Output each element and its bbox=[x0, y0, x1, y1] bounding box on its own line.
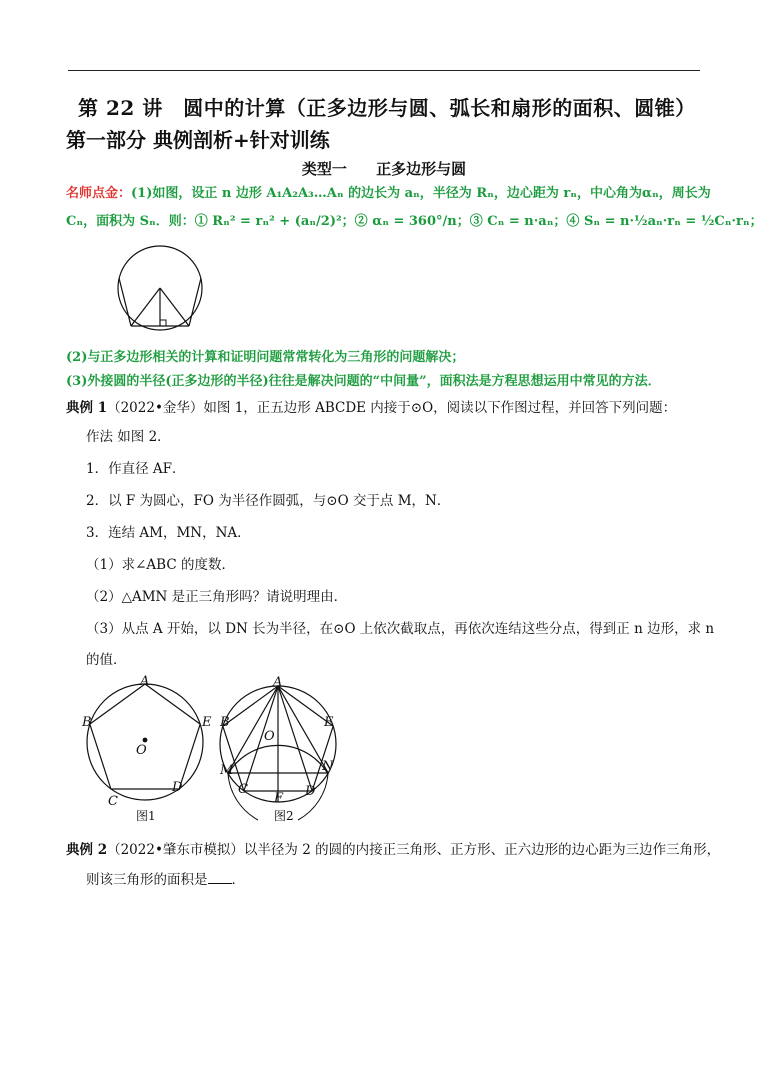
example-1-question-3: （3）从点 A 开始，以 DN 长为半径，在⊙O 上依次截取点，再依次连结这些分点，得到正 n 边形，求 n bbox=[86, 621, 715, 637]
fig2-label-m: M bbox=[220, 763, 234, 778]
figure-2-construction bbox=[218, 670, 348, 824]
tip-label: 名师点金： bbox=[66, 186, 132, 201]
example-1-line-3: 2．以 F 为圆心，FO 为半径作圆弧，与⊙O 交于点 M，N． bbox=[86, 493, 451, 509]
fig2-label-n: N bbox=[322, 759, 334, 774]
example-2-text-1: （2022•肇东市模拟）以半径为 2 的圆的内接正三角形、正方形、正六边形的边心距为三边作三角形， bbox=[107, 842, 721, 858]
fig2-label-o: O bbox=[264, 729, 275, 744]
fig2-label-f: F bbox=[274, 791, 284, 806]
tip-line-2: Cₙ，面积为 Sₙ．则：① Rₙ² = rₙ² + (aₙ/2)²；② αₙ = 360°/n；③ Cₙ = n·aₙ；④ Sₙ = n·½aₙ·rₙ = ½Cₙ·rₙ； bbox=[66, 214, 763, 229]
fig2-label-d: D bbox=[305, 784, 316, 799]
type-heading-label: 类型一 bbox=[301, 160, 347, 178]
type-heading-name: 正多边形与圆 bbox=[376, 160, 467, 178]
example-1-heading bbox=[66, 396, 676, 416]
answer-blank bbox=[208, 871, 232, 884]
page-title: 第 22 讲 圆中的计算（正多边形与圆、弧长和扇形的面积、圆锥） bbox=[78, 96, 696, 120]
tip-line-3: (2)与正多边形相关的计算和证明问题常常转化为三角形的问题解决； bbox=[66, 350, 465, 365]
figure-1-caption: 图1 bbox=[136, 809, 156, 823]
example-1-label: 典例 1 bbox=[66, 400, 108, 416]
example-1-question-3-cont: 的值． bbox=[86, 652, 127, 668]
example-1-question-2: （2）△AMN 是正三角形吗？请说明理由． bbox=[86, 589, 348, 605]
fig1-label-c: C bbox=[108, 794, 118, 809]
example-1-question-1: （1）求∠ABC 的度数． bbox=[86, 557, 235, 573]
example-1-line-2: 1．作直径 AF． bbox=[86, 461, 186, 477]
example-1-text: （2022•金华）如图 1，正五边形 ABCDE 内接于⊙O，阅读以下作图过程，并回答下列问题： bbox=[107, 400, 677, 416]
figure-1-pentagon bbox=[80, 674, 210, 822]
fig2-label-c: C bbox=[238, 782, 248, 797]
fig1-label-a: A bbox=[140, 674, 150, 689]
example-2-text-2: 则该三角形的面积是 bbox=[86, 872, 208, 888]
section-title: 第一部分 典例剖析+针对训练 bbox=[66, 128, 330, 152]
fig1-label-e: E bbox=[202, 715, 212, 730]
fig1-label-b: B bbox=[82, 715, 92, 730]
example-1-line-1: 作法 如图 2． bbox=[86, 429, 171, 445]
header-rule bbox=[68, 70, 700, 71]
example-2-label: 典例 2 bbox=[66, 842, 108, 858]
fig1-label-d: D bbox=[172, 780, 183, 795]
example-2-text-end: ． bbox=[231, 872, 245, 888]
example-2-line-2 bbox=[86, 868, 245, 888]
fig2-label-b: B bbox=[220, 715, 230, 730]
figure-2-caption: 图2 bbox=[274, 809, 294, 823]
tip-line-4: (3)外接圆的半径(正多边形的半径)往往是解决问题的“中间量”，面积法是方程思想运用中常见的方法． bbox=[66, 374, 661, 389]
type-heading bbox=[0, 158, 768, 179]
fig2-label-e: E bbox=[324, 715, 334, 730]
tip-line-1 bbox=[66, 182, 711, 201]
fig1-label-o: O bbox=[136, 743, 147, 758]
example-1-line-4: 3．连结 AM，MN，NA． bbox=[86, 525, 251, 541]
fig2-label-a: A bbox=[273, 675, 283, 690]
example-2-line-1 bbox=[66, 838, 720, 858]
polygon-apothem-figure bbox=[110, 244, 214, 334]
tip-text-1: (1)如图，设正 n 边形 A₁A₂A₃…Aₙ 的边长为 aₙ，半径为 Rₙ，边心距为 rₙ，中心角为αₙ，周长为 bbox=[131, 186, 711, 201]
